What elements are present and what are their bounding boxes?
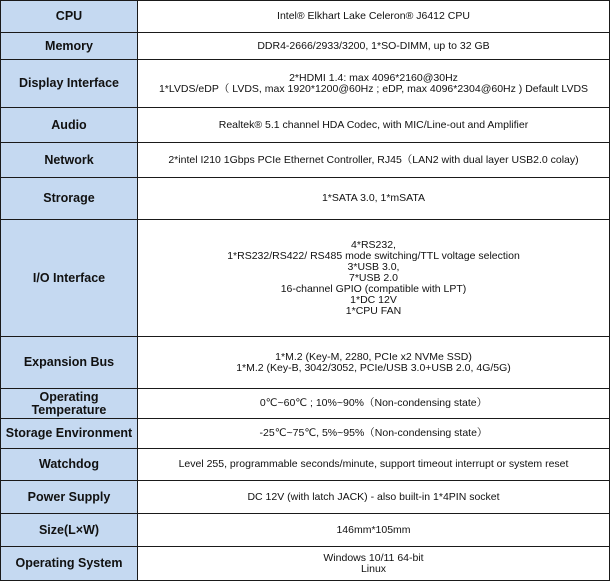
spec-value-line: -25℃~75℃, 5%~95%（Non-condensing state） — [259, 427, 488, 439]
spec-row-cpu — [1, 1, 610, 33]
spec-value-line: DDR4-2666/2933/3200, 1*SO-DIMM, up to 32 GB — [257, 39, 490, 52]
spec-value-line: Windows 10/11 64-bit — [323, 551, 424, 564]
spec-row-network — [1, 143, 610, 178]
spec-value-line: 146mm*105mm — [336, 523, 411, 536]
spec-value-watchdog — [138, 449, 610, 481]
spec-value-cpu — [138, 1, 610, 33]
spec-value-line: 1*RS232/RS422/ RS485 mode switching/TTL voltage selection — [227, 249, 520, 262]
spec-value-line: 7*USB 2.0 — [348, 271, 399, 284]
spec-value-display-interface — [138, 60, 610, 108]
spec-label-operating-temperature: Operating Temperature — [1, 389, 138, 419]
spec-value-line: DC 12V (with latch JACK) - also built-in 1*4PIN socket — [247, 490, 500, 503]
spec-label-io-interface: I/O Interface — [1, 220, 138, 337]
spec-value-operating-temperature — [138, 389, 610, 419]
spec-label-watchdog: Watchdog — [1, 449, 138, 481]
spec-label-expansion-bus: Expansion Bus — [1, 337, 138, 389]
spec-row-power-supply — [1, 481, 610, 514]
spec-row-expansion-bus — [1, 337, 610, 389]
spec-value-operating-system — [138, 547, 610, 581]
spec-row-storage-environment — [1, 419, 610, 449]
spec-value-storage-environment — [138, 419, 610, 449]
spec-value-line: 1*M.2 (Key-M, 2280, PCIe x2 NVMe SSD) — [275, 350, 472, 363]
spec-value-line: 2*HDMI 1.4: max 4096*2160@30Hz — [289, 71, 458, 84]
spec-value-line: Realtek® 5.1 channel HDA Codec, with MIC/Line-out and Amplifier — [218, 118, 529, 131]
spec-value-line: Linux — [360, 562, 387, 575]
spec-value-memory — [138, 33, 610, 60]
spec-row-audio — [1, 108, 610, 143]
spec-value-line: 1*M.2 (Key-B, 3042/3052, PCIe/USB 3.0+USB 2.0, 4G/5G) — [236, 361, 511, 374]
spec-row-operating-system — [1, 547, 610, 581]
spec-row-memory — [1, 33, 610, 60]
spec-label-storage-environment: Storage Environment — [1, 419, 138, 449]
spec-label-display-interface: Display Interface — [1, 60, 138, 108]
spec-label-power-supply: Power Supply — [1, 481, 138, 514]
spec-value-power-supply — [138, 481, 610, 514]
spec-row-operating-temperature — [1, 389, 610, 419]
spec-value-expansion-bus — [138, 337, 610, 389]
spec-row-display-interface — [1, 60, 610, 108]
spec-row-io-interface — [1, 220, 610, 337]
spec-value-line: 3*USB 3.0, — [347, 260, 400, 273]
spec-label-audio: Audio — [1, 108, 138, 143]
spec-label-size: Size(L×W) — [1, 514, 138, 547]
spec-value-line: 2*intel I210 1Gbps PCIe Ethernet Controller, RJ45（LAN2 with dual layer USB2.0 colay) — [168, 153, 579, 166]
spec-value-line: 1*CPU FAN — [345, 304, 402, 317]
spec-row-storage — [1, 178, 610, 220]
spec-value-line: 1*LVDS/eDP（ LVDS, max 1920*1200@60Hz ; eDP, max 4096*2304@60Hz ) Default LVDS — [158, 82, 589, 95]
spec-value-io-interface — [138, 220, 610, 337]
spec-value-line: Intel® Elkhart Lake Celeron® J6412 CPU — [277, 10, 470, 22]
spec-value-audio — [138, 108, 610, 143]
spec-label-storage: Strorage — [1, 178, 138, 220]
spec-value-line: 4*RS232, — [351, 238, 396, 251]
spec-value-line: Level 255, programmable seconds/minute, support timeout interrupt or system reset — [178, 458, 569, 470]
spec-row-size — [1, 514, 610, 547]
spec-label-cpu: CPU — [1, 1, 138, 33]
spec-value-line: 16-channel GPIO (compatible with LPT) — [280, 282, 467, 295]
spec-value-size — [138, 514, 610, 547]
spec-label-network: Network — [1, 143, 138, 178]
spec-value-network — [138, 143, 610, 178]
spec-value-storage — [138, 178, 610, 220]
spec-value-line: 1*DC 12V — [350, 293, 397, 306]
spec-label-memory: Memory — [1, 33, 138, 60]
spec-row-watchdog — [1, 449, 610, 481]
spec-label-operating-system: Operating System — [1, 547, 138, 581]
spec-value-line: 1*SATA 3.0, 1*mSATA — [321, 192, 426, 204]
spec-value-line: 0℃~60℃ ; 10%~90%（Non-condensing state） — [259, 397, 488, 409]
